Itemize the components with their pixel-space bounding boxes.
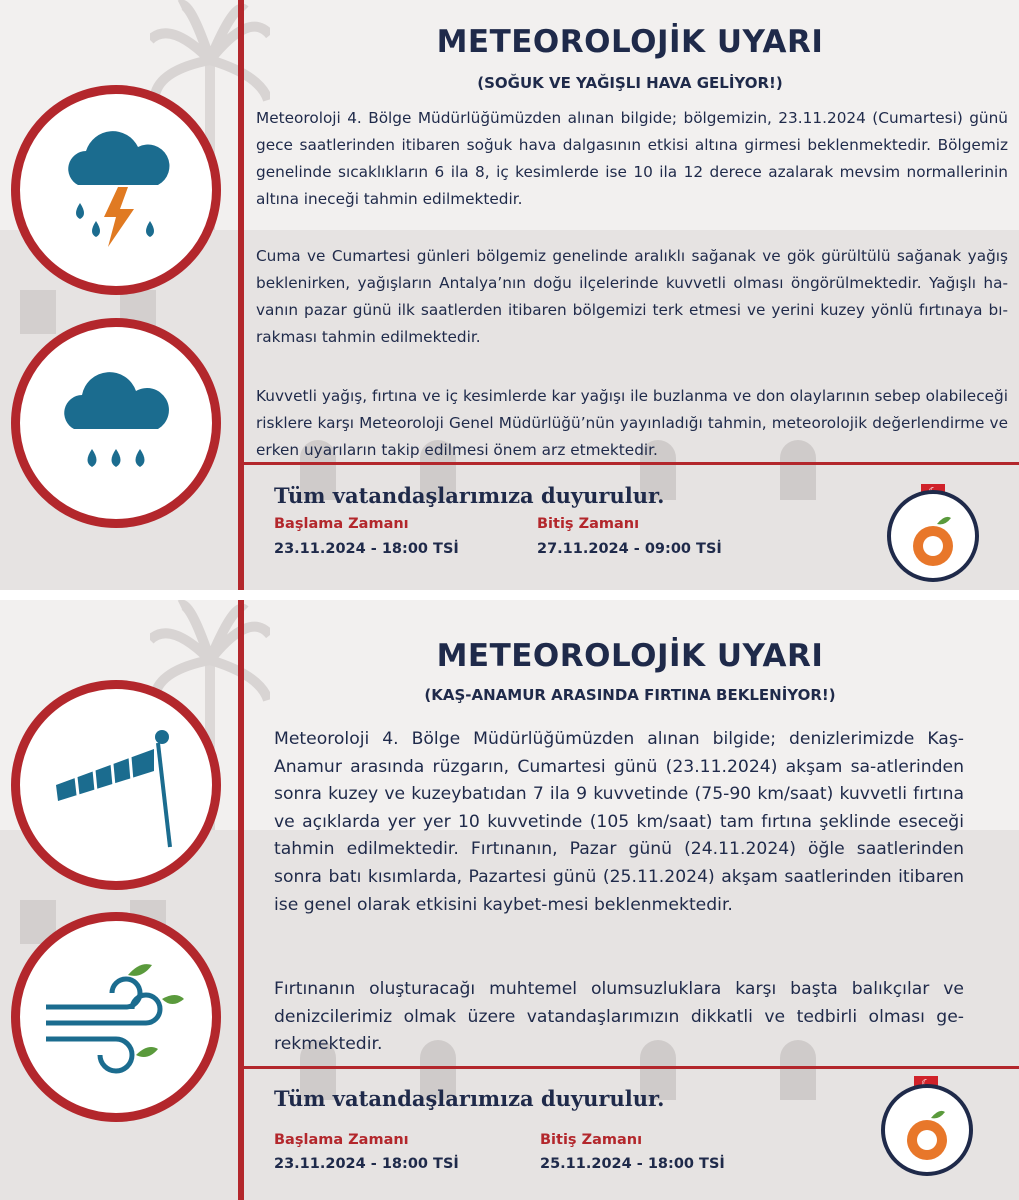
page-title: METEOROLOJİK UYARI: [436, 638, 824, 674]
page-subtitle: (SOĞUK VE YAĞIŞLI HAVA GELİYOR!): [477, 74, 783, 92]
end-time-label: Bitiş Zamanı: [540, 1132, 643, 1148]
wind-leaves-badge: [11, 912, 221, 1122]
page-title: METEOROLOJİK UYARI: [436, 24, 824, 60]
announcement-text: Tüm vatandaşlarımıza duyurulur.: [274, 1086, 665, 1111]
windsock-badge: [11, 680, 221, 890]
antalya-governorship-seal: [881, 1084, 973, 1176]
paragraph: Kuvvetli yağış, fırtına ve iç kesimlerde kar yağışı ile buzlanma ve don olaylarının sebep olabileceği risklere karşı Meteoroloji Genel Müdürlüğü’nün yayınladığı tahmin, meteorolojik değerlendirme ve erken uyarıların takip edilmesi önem arz etmektedir.: [256, 387, 1008, 459]
end-time-value: 27.11.2024 - 09:00 TSİ: [537, 541, 722, 557]
start-time-label: Başlama Zamanı: [274, 1132, 409, 1148]
announcement-text: Tüm vatandaşlarımıza duyurulur.: [274, 483, 665, 508]
page-subtitle: (KAŞ-ANAMUR ARASINDA FIRTINA BEKLENİYOR!): [424, 686, 836, 704]
end-time-label: Bitiş Zamanı: [537, 516, 640, 532]
red-vertical-divider: [238, 600, 244, 1200]
start-time-value: 23.11.2024 - 18:00 TSİ: [274, 1156, 459, 1172]
paragraph: Cuma ve Cumartesi günleri bölgemiz genelinde aralıklı sağanak ve gök gürültülü sağanak yağış beklenirken, yağışların Antalya’nın doğu ilçelerinde kuvvetli olması öngörülmektedir. Yağışlı ha-vanın pazar günü ilk saatlerden itibaren bölgemizi terk etmesi ve yerini kuzey yönlü fırtınaya bı-rakması tahmin edilmektedir.: [256, 247, 1008, 346]
windsock-icon: [46, 715, 186, 855]
start-time-label: Başlama Zamanı: [274, 516, 409, 532]
paragraph: Meteoroloji 4. Bölge Müdürlüğümüzden alınan bilgide; denizlerimizde Kaş-Anamur arasında rüzgarın, Cumartesi günü (23.11.2024) akşam sa-atlerinden sonra kuzey ve kuzeybatıdan 7 ila 9 kuvvetinde (75-90 km/saat) kuvvetli fırtına ve açıklarda yer yer 10 kuvvetinde (105 km/saat) tam fırtına şeklinde eseceği tahmin edilmektedir. Fırtınanın, Pazar günü (24.11.2024) öğle saatlerinden sonra batı kısımlarda, Pazartesi günü (25.11.2024) akşam saatlerinden itibaren ise genel olarak etkisini kaybet-mesi beklenmektedir.: [274, 729, 964, 915]
warning-panel-cold-rain: [0, 0, 1019, 590]
rain-cloud-badge: [11, 318, 221, 528]
seal-emblem-icon: [891, 494, 975, 578]
red-horizontal-divider: [238, 1066, 1019, 1069]
storm-cloud-icon: [56, 125, 176, 255]
end-time-value: 25.11.2024 - 18:00 TSİ: [540, 1156, 725, 1172]
paragraph: Meteoroloji 4. Bölge Müdürlüğümüzden alınan bilgide; bölgemizin, 23.11.2024 (Cumartesi) günü gece saatlerinden itibaren soğuk hava dalgasının etkisi altına girmesi beklenmektedir. Bölgemiz genelinde sıcaklıkların 6 ila 8, iç kesimlerde ise 10 ila 12 derece azalarak mevsim normallerinin altına ineceği tahmin edilmektedir.: [256, 109, 1008, 208]
antalya-governorship-seal: [887, 490, 979, 582]
start-time-value: 23.11.2024 - 18:00 TSİ: [274, 541, 459, 557]
storm-cloud-badge: [11, 85, 221, 295]
rain-cloud-icon: [56, 363, 176, 483]
window: [20, 290, 56, 334]
wind-leaves-icon: [36, 957, 196, 1077]
warning-panel-storm: [0, 600, 1019, 1200]
red-vertical-divider: [238, 0, 244, 590]
paragraph: Fırtınanın oluşturacağı muhtemel olumsuzluklara karşı başta balıkçılar ve denizcilerimiz olmak üzere vatandaşlarımızın dikkatli ve tedbirli olması ge-rekmektedir.: [274, 979, 964, 1055]
seal-emblem-icon: [885, 1088, 969, 1172]
